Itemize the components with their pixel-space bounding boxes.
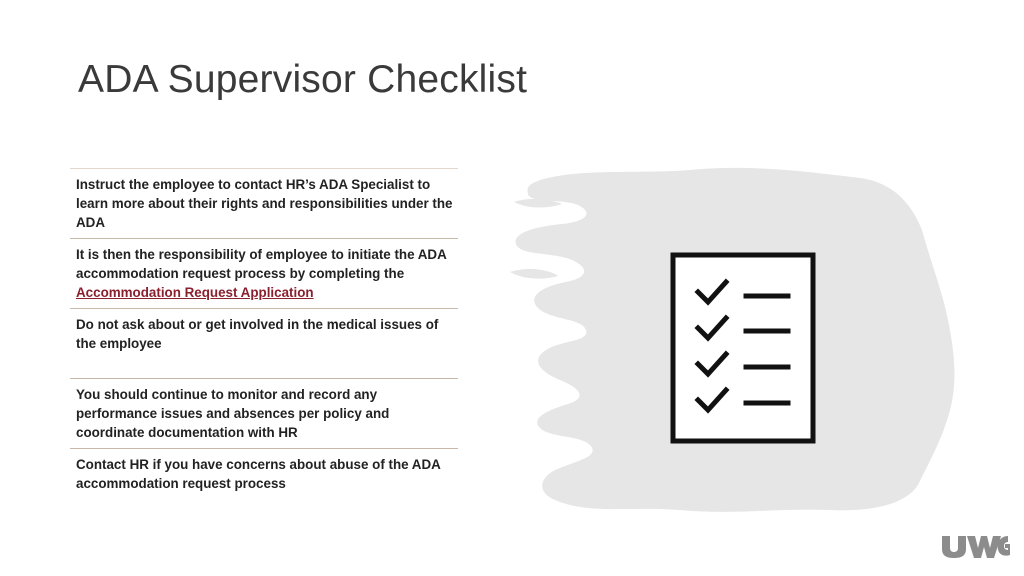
checklist-item-text: Instruct the employee to contact HR’s ADA Specialist to learn more about their rights and responsibilities under the ADA: [76, 177, 453, 230]
checklist-item: [70, 378, 458, 448]
checklist-item-text: It is then the responsibility of employee to initiate the ADA accommodation request process by completing the: [76, 247, 447, 281]
checklist-item: [70, 168, 458, 238]
checklist-item: [70, 308, 458, 378]
checklist: [70, 168, 458, 503]
checklist-item-text: Do not ask about or get involved in the medical issues of the employee: [76, 317, 439, 351]
checklist-item-text: You should continue to monitor and record any performance issues and absences per policy and coordinate documentation with HR: [76, 387, 390, 440]
checklist-item: [70, 238, 458, 308]
checklist-item-text: Contact HR if you have concerns about abuse of the ADA accommodation request process: [76, 457, 441, 491]
checklist-icon: [668, 250, 818, 446]
uwg-logo: [940, 533, 1010, 559]
page-title: ADA Supervisor Checklist: [78, 58, 528, 101]
checklist-item: [70, 448, 458, 503]
logo-mark: [940, 533, 1010, 559]
accommodation-request-link[interactable]: Accommodation Request Application: [76, 285, 314, 300]
